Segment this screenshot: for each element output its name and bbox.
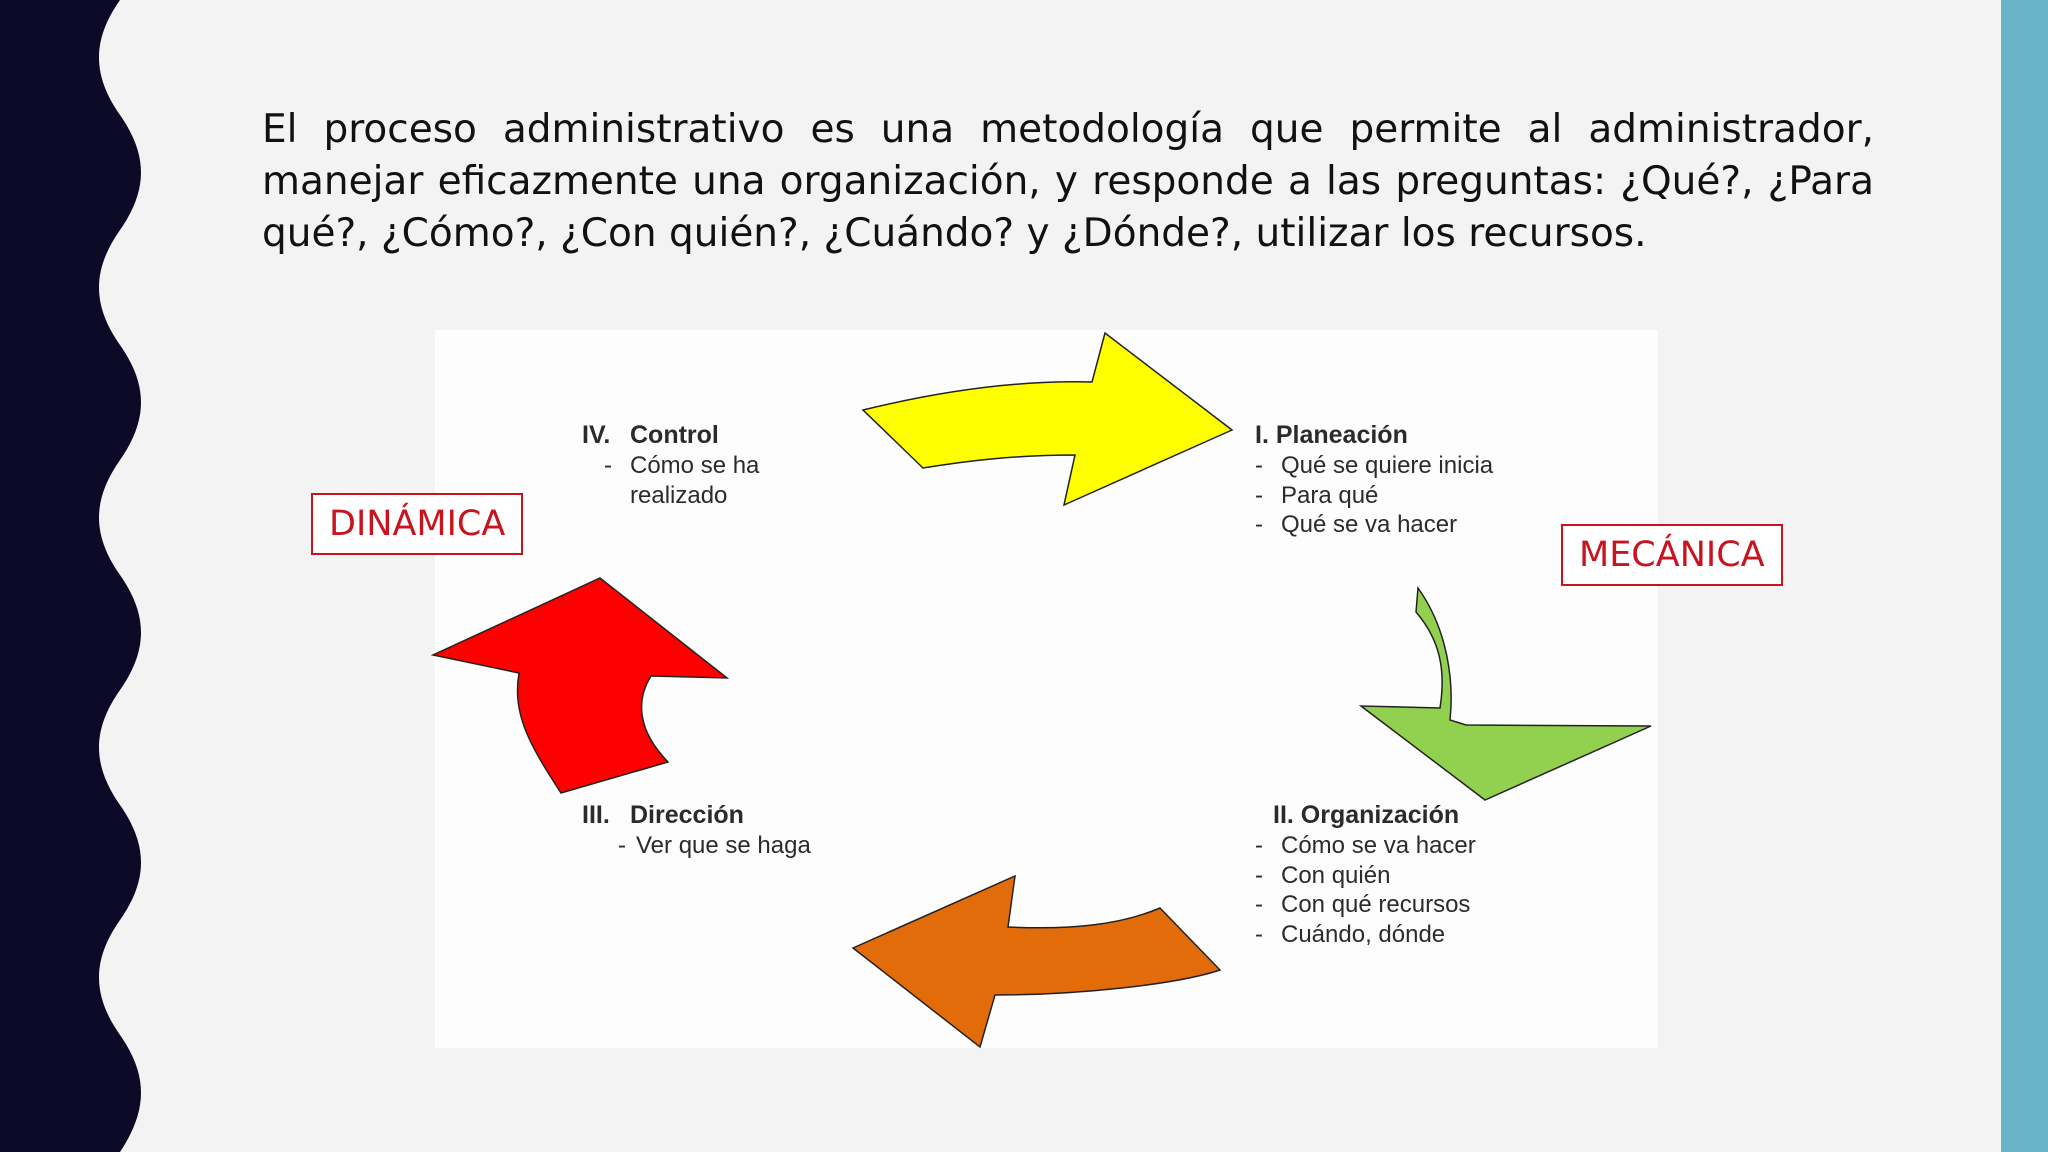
list-item: - Ver que se haga [618, 831, 811, 861]
stage-organizacion [1255, 800, 1476, 949]
stage-control-number: IV. [582, 421, 611, 449]
list-item: - Cómo se ha realizado [604, 451, 794, 510]
stage-planeacion [1255, 420, 1493, 540]
arrow-control-red [433, 578, 727, 793]
stage-direccion-title [582, 800, 811, 831]
list-item: - Con quién [1255, 861, 1476, 891]
list-item: - Para qué [1255, 481, 1493, 511]
list-item: - Qué se quiere inicia [1255, 451, 1493, 481]
arrow-planeacion-yellow [863, 333, 1232, 505]
intro-paragraph: El proceso administrativo es una metodología que permite al administrador, manejar eficazmente una organización, y responde a las preguntas: ¿Qué?, ¿Para qué?, ¿Cómo?, ¿Con quién?, ¿Cuándo? y ¿Dónde?, utilizar los recursos. [262, 107, 1874, 256]
list-item: - Cuándo, dónde [1255, 920, 1476, 950]
stage-organizacion-title [1255, 800, 1476, 831]
list-item: - Qué se va hacer [1255, 510, 1493, 540]
stage-planeacion-title [1255, 420, 1493, 451]
tag-mecanica: MECÁNICA [1561, 524, 1783, 586]
list-item: - Con qué recursos [1255, 890, 1476, 920]
stage-control-list [582, 451, 794, 510]
stage-organizacion-name: Organización [1300, 801, 1460, 829]
stage-control-title [582, 420, 794, 451]
list-item: - Cómo se va hacer [1255, 831, 1476, 861]
stage-control-name: Control [630, 421, 719, 449]
stage-planeacion-name: Planeación [1275, 421, 1408, 449]
stage-control [582, 420, 794, 510]
arrow-organizacion-green [1361, 588, 1651, 800]
stage-planeacion-number: I. [1255, 421, 1269, 449]
stage-direccion-name: Dirección [630, 801, 744, 829]
tag-dinamica: DINÁMICA [311, 493, 523, 555]
arrow-direccion-orange [853, 876, 1220, 1047]
stage-direccion [582, 800, 811, 861]
stage-planeacion-list [1255, 451, 1493, 540]
stage-direccion-list [582, 831, 811, 861]
stage-organizacion-number: II. [1273, 801, 1294, 829]
stage-organizacion-list [1255, 831, 1476, 949]
stage-direccion-number: III. [582, 801, 610, 829]
